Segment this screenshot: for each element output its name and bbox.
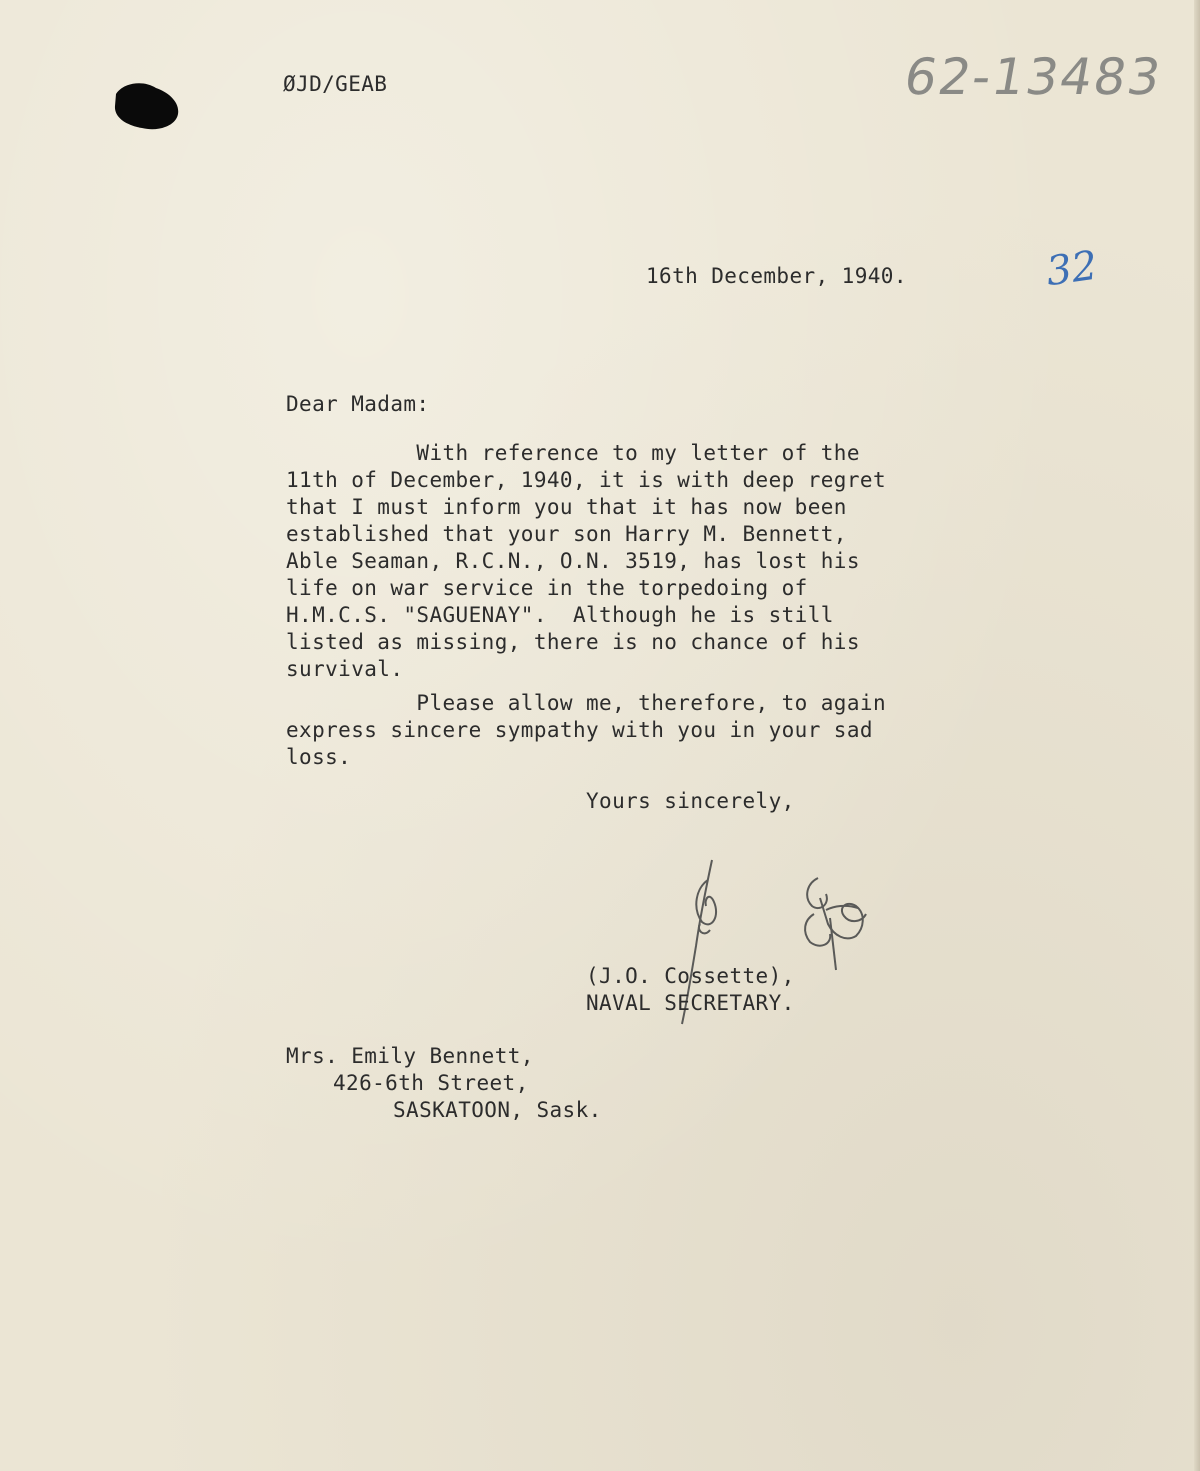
handwritten-folio-number: 32 xyxy=(1044,242,1099,296)
addressee-name: Mrs. Emily Bennett, xyxy=(286,1044,534,1068)
addressee-street: 426-6th Street, xyxy=(333,1071,529,1095)
punch-hole xyxy=(110,78,190,134)
body-paragraph-1: With reference to my letter of the 11th of December, 1940, it is with deep regret that I must inform you that it has now been established that your son Harry M. Bennett, Able Seaman, R.C.N., O.N. 3519, has lost his life on war service in the torpedoing of H.M.C.S. "SAGUENAY". Although he is still listed as missing, there is no chance of his survival. xyxy=(286,441,886,681)
addressee-city: SASKATOON, Sask. xyxy=(393,1098,602,1122)
letter-date: 16th December, 1940. xyxy=(646,264,907,288)
handwritten-file-number: 62-13483 xyxy=(899,48,1167,106)
salutation: Dear Madam: xyxy=(286,392,430,416)
signatory-name: (J.O. Cossette), xyxy=(586,964,795,988)
page-edge xyxy=(1194,0,1200,1471)
closing: Yours sincerely, xyxy=(586,789,795,813)
reference-code: ØJD/GEAB xyxy=(283,72,388,96)
signatory-title: NAVAL SECRETARY. xyxy=(586,991,795,1015)
body-paragraph-2: Please allow me, therefore, to again express sincere sympathy with you in your sad loss. xyxy=(286,691,886,769)
